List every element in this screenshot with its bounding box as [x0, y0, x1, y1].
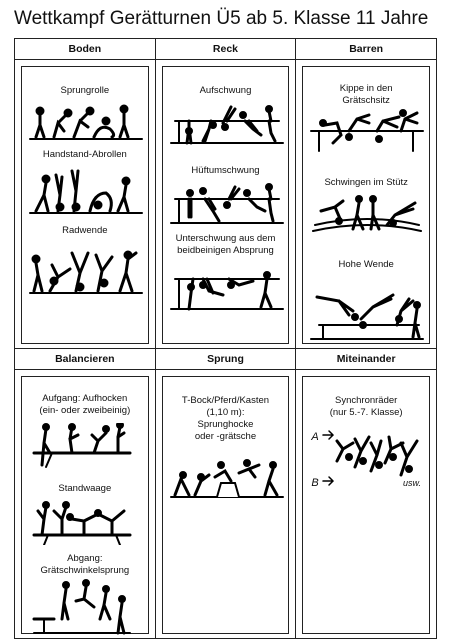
abgang-figure — [32, 579, 132, 635]
kippe-figure — [309, 109, 425, 153]
label-sprungrolle: Sprungrolle — [60, 85, 110, 96]
label-abgang: Abgang: Grätschwinkelsprung — [40, 553, 130, 576]
cell-balancieren — [15, 370, 156, 639]
unterschwung-figure — [169, 263, 285, 311]
label-kippe: Kippe in den Grätschsitz — [339, 83, 393, 106]
cell-boden — [15, 60, 156, 349]
hueftumschwung-figure — [169, 181, 285, 225]
label-handstand: Handstand-Abrollen — [42, 149, 127, 160]
schwingen-figure — [309, 195, 425, 241]
panel-barren — [302, 66, 430, 344]
panel-balancieren — [21, 376, 149, 634]
page-title: Wettkampf Gerätturnen Ü5 ab 5. Klasse 11 Jahre — [14, 8, 429, 29]
partner-b-label: B — [311, 477, 319, 489]
label-unterschwung: Unterschwung aus dem beidbeinigen Absprung — [175, 233, 276, 256]
panel-boden — [21, 66, 149, 344]
panel-reck — [162, 66, 290, 344]
sprung-figure — [169, 455, 285, 499]
aufschwung-figure — [169, 101, 285, 145]
usw-label: usw. — [402, 478, 421, 488]
label-schwingen: Schwingen im Stütz — [324, 177, 408, 188]
label-aufgang: Aufgang: Aufhocken (ein- oder zweibeinig) — [39, 393, 131, 416]
label-synchronraeder: Synchronräder (nur 5.-7. Klasse) — [329, 395, 403, 418]
label-hohe-wende: Hohe Wende — [338, 259, 394, 270]
header-boden: Boden — [15, 39, 156, 60]
cell-reck — [155, 60, 296, 349]
label-radwende: Radwende — [62, 225, 108, 236]
cell-miteinander — [296, 370, 437, 639]
label-aufschwung: Aufschwung — [199, 85, 252, 96]
panel-sprung — [162, 376, 290, 634]
discipline-table — [14, 38, 437, 639]
label-hueftumschwung: Hüftumschwung — [191, 165, 260, 176]
header-miteinander: Miteinander — [296, 349, 437, 370]
sprungrolle-figure — [28, 101, 144, 141]
header-sprung: Sprung — [155, 349, 296, 370]
label-sprung: T-Bock/Pferd/Kasten (1,10 m): Sprunghocke oder -grätsche — [181, 395, 270, 442]
hohe-wende-figure — [309, 289, 425, 341]
header-barren: Barren — [296, 39, 437, 60]
partner-a-label: A — [311, 431, 319, 443]
header-reck: Reck — [155, 39, 296, 60]
cell-sprung — [155, 370, 296, 639]
label-standwaage: Standwaage — [58, 483, 112, 494]
aufgang-figure — [32, 423, 132, 469]
cell-barren — [296, 60, 437, 349]
handstand-figure — [28, 167, 144, 215]
synchronraeder-figure — [309, 427, 425, 487]
radwende-figure — [28, 243, 144, 295]
header-balancieren: Balancieren — [15, 349, 156, 370]
panel-miteinander — [302, 376, 430, 634]
standwaage-figure — [32, 501, 132, 545]
